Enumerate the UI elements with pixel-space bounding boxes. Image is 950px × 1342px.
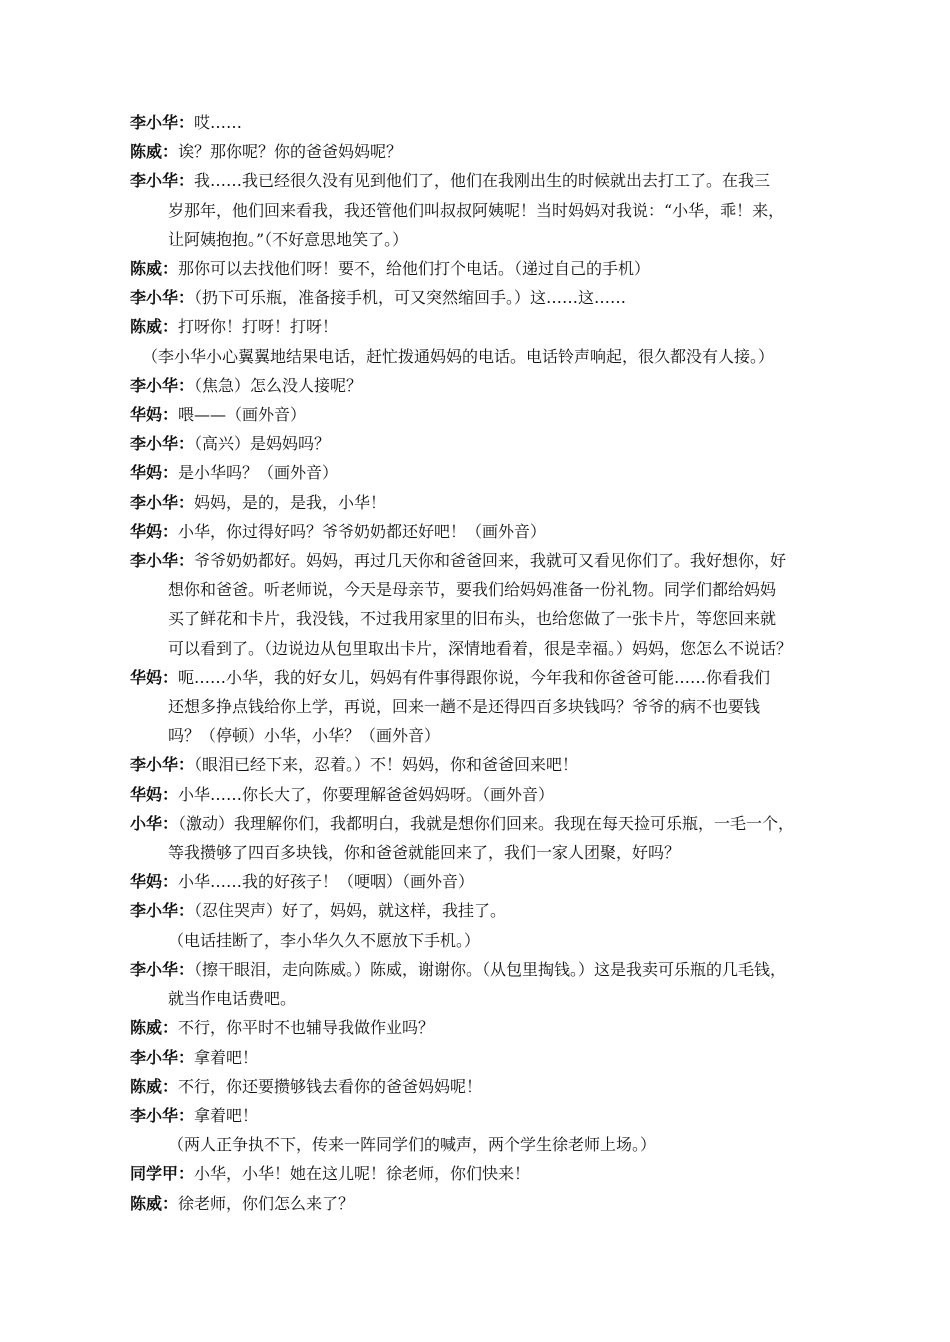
speaker-name: 陈威：	[130, 1076, 179, 1096]
speaker-name: 李小华：	[130, 1105, 195, 1125]
line-text: 妈妈，是的，是我，小华！	[194, 492, 387, 512]
line-text: 岁那年，他们回来看我，我还管他们叫叔叔阿姨呢！当时妈妈对我说：“小华，乖！来，	[168, 200, 785, 220]
speaker-name: 李小华：	[130, 1047, 195, 1067]
speaker-name: 陈威：	[130, 1193, 179, 1213]
line-text: 可以看到了。（边说边从包里取出卡片，深情地看着，很是幸福。）妈妈，您怎么不说话？	[168, 638, 793, 658]
line-text: 喂——（画外音）	[178, 405, 307, 425]
dialogue-line	[130, 546, 890, 575]
dialogue-line	[130, 1189, 890, 1218]
speaker-name: 李小华：	[130, 113, 195, 132]
line-text: 小华……你长大了，你要理解爸爸妈妈呀。（画外音）	[178, 784, 555, 804]
dialogue-continuation	[130, 984, 890, 1013]
line-text: （扔下可乐瓶，准备接手机，可又突然缩回手。）这……这……	[194, 288, 627, 308]
dialogue-continuation	[130, 604, 890, 633]
dialogue-line	[130, 108, 890, 137]
line-text: （李小华小心翼翼地结果电话，赶忙拨通妈妈的电话。电话铃声响起，很久都没有人接。）	[142, 346, 775, 366]
speaker-name: 李小华：	[130, 434, 195, 454]
dialogue-continuation	[130, 575, 890, 604]
line-text: （两人正争执不下，传来一阵同学们的喊声，两个学生徐老师上场。）	[168, 1135, 657, 1155]
line-text: 小华，小华！她在这儿呢！徐老师，你们快来！	[194, 1164, 531, 1184]
dialogue-line	[130, 254, 890, 283]
dialogue-line	[130, 780, 890, 809]
line-text: 不行，你还要攒够钱去看你的爸爸妈妈呢！	[178, 1076, 483, 1096]
speaker-name: 陈威：	[130, 142, 179, 162]
dialogue-line	[130, 750, 890, 779]
dialogue-line	[130, 371, 890, 400]
speaker-name: 李小华：	[130, 171, 195, 191]
line-text: 打呀你！打呀！打呀！	[178, 317, 339, 337]
speaker-name: 李小华：	[130, 959, 195, 979]
dialogue-line	[130, 517, 890, 546]
dialogue-line	[130, 400, 890, 429]
line-text: 还想多挣点钱给你上学，再说，回来一趟不是还得四百多块钱吗？爷爷的病不也要钱	[168, 697, 761, 717]
dialogue-line	[130, 1159, 890, 1188]
dialogue-line	[130, 429, 890, 458]
dialogue-line	[130, 312, 890, 341]
line-text: 诶？那你呢？你的爸爸妈妈呢？	[178, 142, 403, 162]
script-page	[130, 108, 890, 1218]
speaker-name: 华妈：	[130, 405, 179, 425]
dialogue-line	[130, 1101, 890, 1130]
speaker-name: 华妈：	[130, 872, 179, 892]
dialogue-line	[130, 1013, 890, 1042]
line-text: 爷爷奶奶都好。妈妈，再过几天你和爸爸回来，我就可又看见你们了。我好想你，好	[194, 551, 787, 571]
line-text: 是小华吗？（画外音）	[178, 463, 339, 483]
line-text: （电话挂断了，李小华久久不愿放下手机。）	[168, 930, 481, 950]
speaker-name: 李小华：	[130, 901, 195, 921]
line-text: （眼泪已经下来，忍着。）不！妈妈，你和爸爸回来吧！	[194, 755, 579, 775]
speaker-name: 华妈：	[130, 463, 179, 483]
dialogue-line	[130, 663, 890, 692]
speaker-name: 华妈：	[130, 784, 179, 804]
line-text: 呃……小华，我的好女儿，妈妈有件事得跟你说，今年我和你爸爸可能……你看我们	[178, 667, 771, 687]
line-text: 吗？（停顿）小华，小华？（画外音）	[168, 726, 441, 746]
speaker-name: 李小华：	[130, 288, 195, 308]
speaker-name: 李小华：	[130, 755, 195, 775]
line-text: 哎……	[194, 113, 243, 132]
dialogue-line	[130, 458, 890, 487]
line-text: 想你和爸爸。听老师说，今天是母亲节，要我们给妈妈准备一份礼物。同学们都给妈妈	[168, 580, 777, 600]
speaker-name: 同学甲：	[130, 1164, 195, 1184]
line-text: 买了鲜花和卡片，我没钱，不过我用家里的旧布头，也给您做了一张卡片，等您回来就	[168, 609, 777, 629]
line-text: （擦干眼泪，走向陈威。）陈威，谢谢你。（从包里掏钱。）这是我卖可乐瓶的几毛钱，	[194, 959, 787, 979]
dialogue-continuation	[130, 721, 890, 750]
dialogue-continuation	[130, 838, 890, 867]
line-text: 小华……我的好孩子！（哽咽）（画外音）	[178, 872, 475, 892]
speaker-name: 李小华：	[130, 375, 195, 395]
line-text: 等我攒够了四百多块钱，你和爸爸就能回来了，我们一家人团聚，好吗？	[168, 843, 681, 863]
dialogue-line	[130, 1043, 890, 1072]
line-text: （焦急）怎么没人接呢？	[194, 375, 363, 395]
stage-direction	[130, 342, 890, 371]
line-text: 拿着吧！	[194, 1105, 259, 1125]
line-text: （激动）我理解你们，我都明白，我就是想你们回来。我现在每天捡可乐瓶，一毛一个，	[178, 813, 795, 833]
speaker-name: 李小华：	[130, 551, 195, 571]
dialogue-line	[130, 1072, 890, 1101]
stage-direction	[130, 1130, 890, 1159]
dialogue-continuation	[130, 634, 890, 663]
line-text: （高兴）是妈妈吗？	[194, 434, 331, 454]
dialogue-continuation	[130, 196, 890, 225]
line-text: （忍住哭声）好了，妈妈，就这样，我挂了。	[194, 901, 507, 921]
dialogue-line	[130, 955, 890, 984]
line-text: 徐老师，你们怎么来了？	[178, 1193, 355, 1213]
speaker-name: 陈威：	[130, 259, 179, 279]
dialogue-line	[130, 809, 890, 838]
dialogue-line	[130, 283, 890, 312]
line-text: 拿着吧！	[194, 1047, 259, 1067]
line-text: 我……我已经很久没有见到他们了，他们在我刚出生的时候就出去打工了。在我三	[194, 171, 771, 191]
line-text: 小华，你过得好吗？爷爷奶奶都还好吧！（画外音）	[178, 521, 547, 541]
dialogue-line	[130, 137, 890, 166]
speaker-name: 陈威：	[130, 317, 179, 337]
speaker-name: 李小华：	[130, 492, 195, 512]
dialogue-continuation	[130, 692, 890, 721]
line-text: 就当作电话费吧。	[168, 989, 297, 1009]
line-text: 不行，你平时不也辅导我做作业吗？	[178, 1018, 435, 1038]
speaker-name: 陈威：	[130, 1018, 179, 1038]
speaker-name: 华妈：	[130, 667, 179, 687]
line-text: 让阿姨抱抱。”（不好意思地笑了。）	[168, 229, 409, 249]
speaker-name: 小华：	[130, 813, 179, 833]
stage-direction	[130, 926, 890, 955]
dialogue-continuation	[130, 225, 890, 254]
speaker-name: 华妈：	[130, 521, 179, 541]
dialogue-line	[130, 166, 890, 195]
dialogue-line	[130, 896, 890, 925]
line-text: 那你可以去找他们呀！要不，给他们打个电话。（递过自己的手机）	[178, 259, 651, 279]
dialogue-line	[130, 488, 890, 517]
dialogue-line	[130, 867, 890, 896]
